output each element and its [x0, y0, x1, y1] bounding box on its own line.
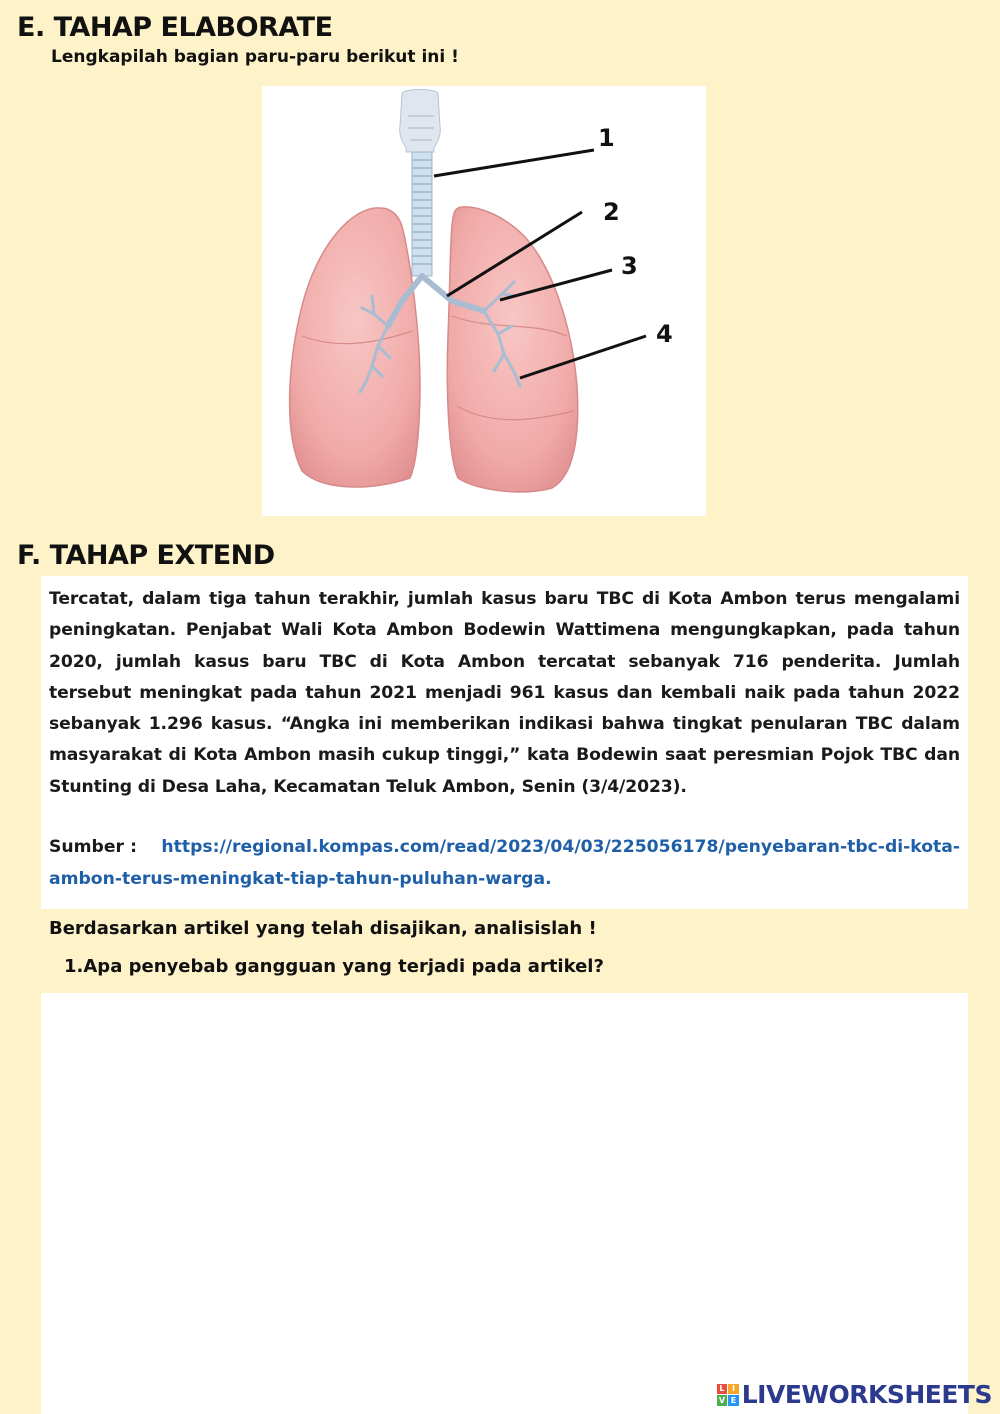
liveworksheets-name: LIVEWORKSHEETS: [741, 1380, 992, 1409]
badge-letter: V: [717, 1395, 728, 1406]
article-text: Tercatat, dalam tiga tahun terakhir, jumlah kasus baru TBC di Kota Ambon terus mengalami peningkatan. Penjabat Wali Kota Ambon Bodewin Wattimena mengungkapkan, pada tahun 2020, jumlah kasus baru TBC di Kota Ambon tercatat sebanyak 716 penderita. Jumlah tersebut meningkat pada tahun 2021 menjadi 961 kasus dan kembali naik pada tahun 2022 sebanyak 1.296 kasus. “Angka ini memberikan indikasi bahwa tingkat penularan TBC dalam masyarakat di Kota Ambon masih cukup tinggi,” kata Bodewin saat peresmian Pojok TBC dan Stunting di Desa Laha, Kecamatan Teluk Ambon, Senin (3/4/2023).: [49, 589, 960, 797]
badge-letter: I: [728, 1384, 739, 1395]
diagram-label-2: 2: [603, 198, 620, 226]
diagram-label-3: 3: [621, 252, 638, 280]
right-lung-shape: [447, 207, 577, 492]
question-intro: Berdasarkan artikel yang telah disajikan, analisislah !: [49, 918, 597, 939]
question-1: [64, 956, 604, 977]
larynx-shape: [400, 90, 441, 153]
question-1-text: Apa penyebab gangguan yang terjadi pada artikel?: [83, 956, 604, 977]
left-lung-shape: [290, 208, 420, 487]
source-link[interactable]: https://regional.kompas.com/read/2023/04/03/225056178/penyebaran-tbc-di-kota-ambon-terus-meningkat-tiap-tahun-puluhan-warga.: [49, 837, 960, 889]
badge-letter: L: [717, 1384, 728, 1395]
source-label: Sumber :: [49, 837, 137, 857]
section-f-title: F. TAHAP EXTEND: [17, 540, 275, 571]
badge-letter: E: [728, 1395, 739, 1406]
source-line: [49, 831, 960, 895]
section-e-title: E. TAHAP ELABORATE: [17, 12, 333, 43]
trachea-shape: [412, 152, 432, 276]
liveworksheets-logo: [717, 1380, 992, 1409]
answer-box[interactable]: [41, 993, 968, 1414]
section-e-instruction: Lengkapilah bagian paru-paru berikut ini !: [51, 47, 459, 67]
question-1-number: 1.: [64, 956, 84, 977]
article-box: [41, 576, 968, 909]
diagram-label-4: 4: [656, 320, 673, 348]
lung-diagram: [262, 86, 706, 516]
diagram-label-1: 1: [598, 124, 615, 152]
liveworksheets-badge-icon: [717, 1384, 739, 1406]
lung-illustration: [262, 86, 706, 516]
